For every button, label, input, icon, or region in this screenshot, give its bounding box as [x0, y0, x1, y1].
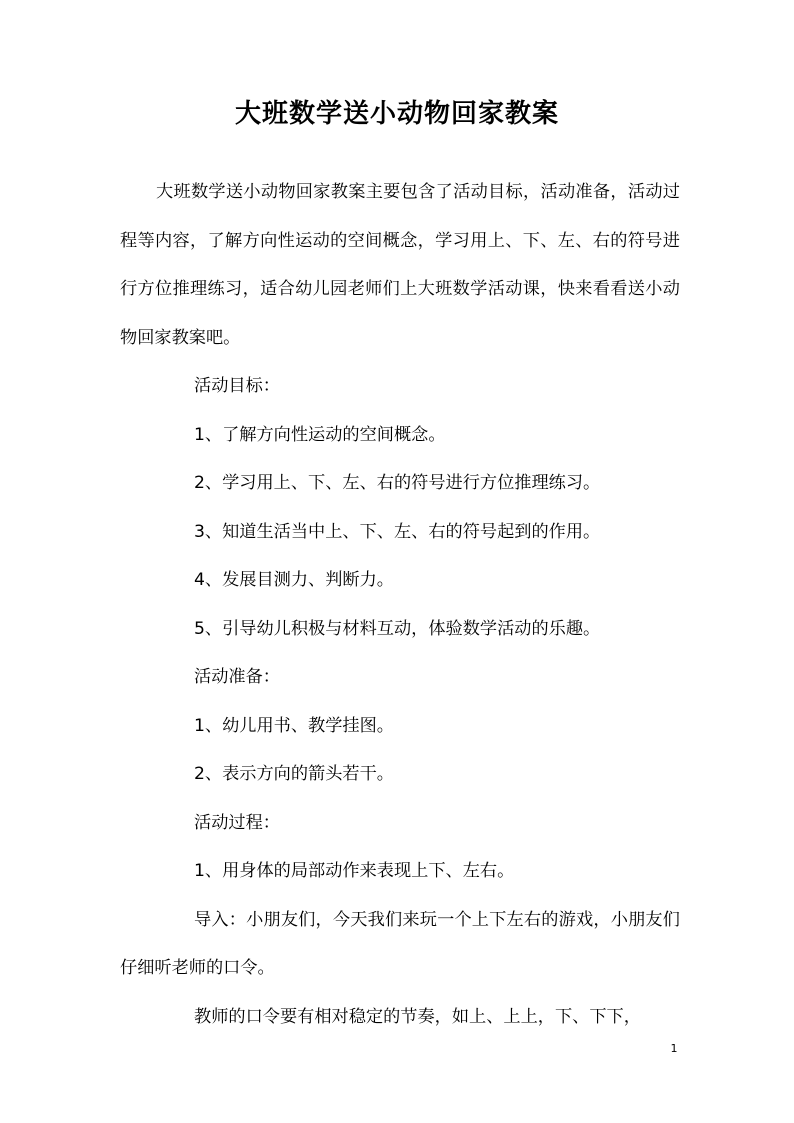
intro-paragraph: 大班数学送小动物回家教案主要包含了活动目标，活动准备，活动过程等内容，了解方向性运动的空间概念，学习用上、下、左、右的符号进行方位推理练习，适合幼儿园老师们上大班数学活动课，快来看看送小动物回家教案吧。	[120, 182, 680, 348]
section-heading-goals: 活动目标：	[194, 376, 280, 396]
page-number: 1	[670, 1042, 678, 1055]
preparation-item: 1、幼儿用书、教学挂图。	[194, 715, 394, 736]
goal-item: 1、了解方向性运动的空间概念。	[194, 424, 446, 445]
process-item: 1、用身体的局部动作来表现上下、左右。	[194, 861, 515, 881]
process-paragraph: 导入：小朋友们，今天我们来玩一个上下左右的游戏，小朋友们仔细听老师的口令。	[120, 909, 680, 978]
preparation-item: 2、表示方向的箭头若干。	[194, 764, 394, 784]
goal-item: 5、引导幼儿积极与材料互动，体验数学活动的乐趣。	[194, 618, 601, 639]
section-heading-process: 活动过程：	[194, 812, 280, 833]
goal-item: 2、学习用上、下、左、右的符号进行方位推理练习。	[194, 473, 601, 493]
section-heading-preparation: 活动准备：	[194, 667, 280, 687]
goal-item: 4、发展目测力、判断力。	[194, 570, 394, 590]
document-body	[120, 168, 680, 1041]
goal-item: 3、知道生活当中上、下、左、右的符号起到的作用。	[194, 521, 601, 542]
document-title: 大班数学送小动物回家教案	[234, 99, 559, 129]
process-paragraph: 教师的口令要有相对稳定的节奏，如上、上上，下、下下，	[194, 1006, 641, 1027]
